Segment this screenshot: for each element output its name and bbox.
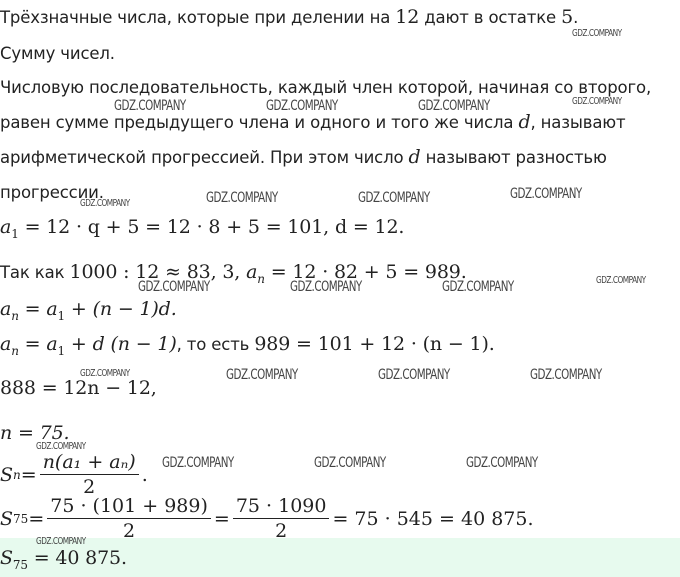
math-variable: d <box>408 146 421 168</box>
watermark: GDZ.COMPANY <box>114 98 186 114</box>
math-subscript: 1 <box>57 309 66 323</box>
math-expression: = <box>18 298 47 320</box>
text-segment: , называют <box>530 113 626 132</box>
watermark: GDZ.COMPANY <box>572 96 622 107</box>
definition-line-3 <box>0 146 607 169</box>
formula-substitution <box>0 333 495 362</box>
watermark: GDZ.COMPANY <box>266 98 338 114</box>
math-subscript: n <box>13 467 21 482</box>
math-subscript: 1 <box>11 227 19 241</box>
formula-equation: 888 = 12n − 12, <box>0 377 157 399</box>
fraction <box>47 494 211 543</box>
formula-last-term <box>0 261 467 290</box>
watermark: GDZ.COMPANY <box>442 279 514 295</box>
text-segment: равен сумме предыдущего члена и одного и того же числа <box>0 113 519 132</box>
math-expression: = 75 · 545 = 40 875. <box>332 507 534 530</box>
math-variable: a <box>46 333 58 355</box>
watermark: GDZ.COMPANY <box>206 190 278 206</box>
math-expression: + (n − 1)d. <box>65 298 177 320</box>
formula-sum-computation <box>0 494 534 543</box>
math-number: 12 <box>395 6 420 28</box>
fraction-denominator: 2 <box>275 520 288 542</box>
watermark: GDZ.COMPANY <box>36 536 86 547</box>
math-variable: a <box>0 333 12 355</box>
math-variable: S <box>0 463 14 486</box>
watermark: GDZ.COMPANY <box>572 28 622 39</box>
formula-sum-general <box>0 450 148 499</box>
watermark: GDZ.COMPANY <box>314 455 386 471</box>
answer-line <box>0 547 127 576</box>
watermark: GDZ.COMPANY <box>80 368 130 379</box>
math-subscript: n <box>11 309 19 323</box>
math-variable: S <box>0 547 13 569</box>
question-text: Сумму чисел. <box>0 44 115 63</box>
watermark: GDZ.COMPANY <box>378 367 450 383</box>
math-number: 5 <box>561 6 574 28</box>
math-subscript: 1 <box>57 344 66 358</box>
watermark: GDZ.COMPANY <box>80 198 130 209</box>
watermark: GDZ.COMPANY <box>510 186 582 202</box>
fraction-numerator: n(a₁ + aₙ) <box>40 450 139 475</box>
fraction-denominator: 2 <box>123 520 136 542</box>
fraction <box>233 494 330 543</box>
math-variable: a <box>0 298 12 320</box>
watermark: GDZ.COMPANY <box>138 279 210 295</box>
math-variable: a <box>246 261 258 283</box>
watermark: GDZ.COMPANY <box>290 279 362 295</box>
text-segment: дают в остатке <box>419 8 562 27</box>
math-subscript: 75 <box>13 511 29 526</box>
math-expression: 1000 : 12 ≈ 83, 3, <box>69 261 247 283</box>
fraction-numerator: 75 · 1090 <box>233 494 330 519</box>
definition-line-2 <box>0 111 625 134</box>
text-segment: Трёхзначные числа, которые при делении на <box>0 8 396 27</box>
math-variable: S <box>0 507 14 530</box>
fraction <box>40 450 139 499</box>
text-segment: называют разностью <box>420 148 607 167</box>
watermark: GDZ.COMPANY <box>162 455 234 471</box>
formula-n-value: n = 75. <box>0 422 70 444</box>
math-expression: . <box>141 463 148 486</box>
math-expression: = <box>28 507 45 530</box>
definition-line-4: прогрессии. <box>0 183 104 202</box>
math-expression: = 40 875. <box>27 547 127 569</box>
math-expression: + d (n − 1) <box>65 333 177 355</box>
math-variable: a <box>46 298 58 320</box>
text-segment: арифметической прогрессией. При этом число <box>0 148 409 167</box>
watermark: GDZ.COMPANY <box>358 190 430 206</box>
watermark: GDZ.COMPANY <box>466 455 538 471</box>
definition-line-1: Числовую последовательность, каждый член которой, начиная со второго, <box>0 78 652 97</box>
math-subscript: n <box>257 272 265 286</box>
math-expression: = 12 · q + 5 = 12 · 8 + 5 = 101, d = 12. <box>18 216 405 238</box>
formula-general-term <box>0 298 177 327</box>
math-expression: = 12 · 82 + 5 = 989. <box>264 261 467 283</box>
text-segment: . <box>573 8 579 27</box>
math-expression: = <box>213 507 230 530</box>
fraction-denominator: 2 <box>83 476 96 498</box>
watermark: GDZ.COMPANY <box>530 367 602 383</box>
math-variable: d <box>518 111 531 133</box>
text-segment: Так как <box>0 263 70 282</box>
math-expression: = <box>20 463 37 486</box>
math-expression: = <box>18 333 47 355</box>
text-segment: , то есть <box>176 335 255 354</box>
formula-first-term <box>0 216 404 245</box>
watermark: GDZ.COMPANY <box>418 98 490 114</box>
problem-statement <box>0 6 578 29</box>
watermark: GDZ.COMPANY <box>596 275 646 286</box>
math-expression: 989 = 101 + 12 · (n − 1). <box>254 333 495 355</box>
fraction-numerator: 75 · (101 + 989) <box>47 494 211 519</box>
watermark: GDZ.COMPANY <box>36 441 86 452</box>
math-subscript: 75 <box>12 558 28 572</box>
math-variable: a <box>0 216 12 238</box>
math-subscript: n <box>11 344 19 358</box>
watermark: GDZ.COMPANY <box>226 367 298 383</box>
